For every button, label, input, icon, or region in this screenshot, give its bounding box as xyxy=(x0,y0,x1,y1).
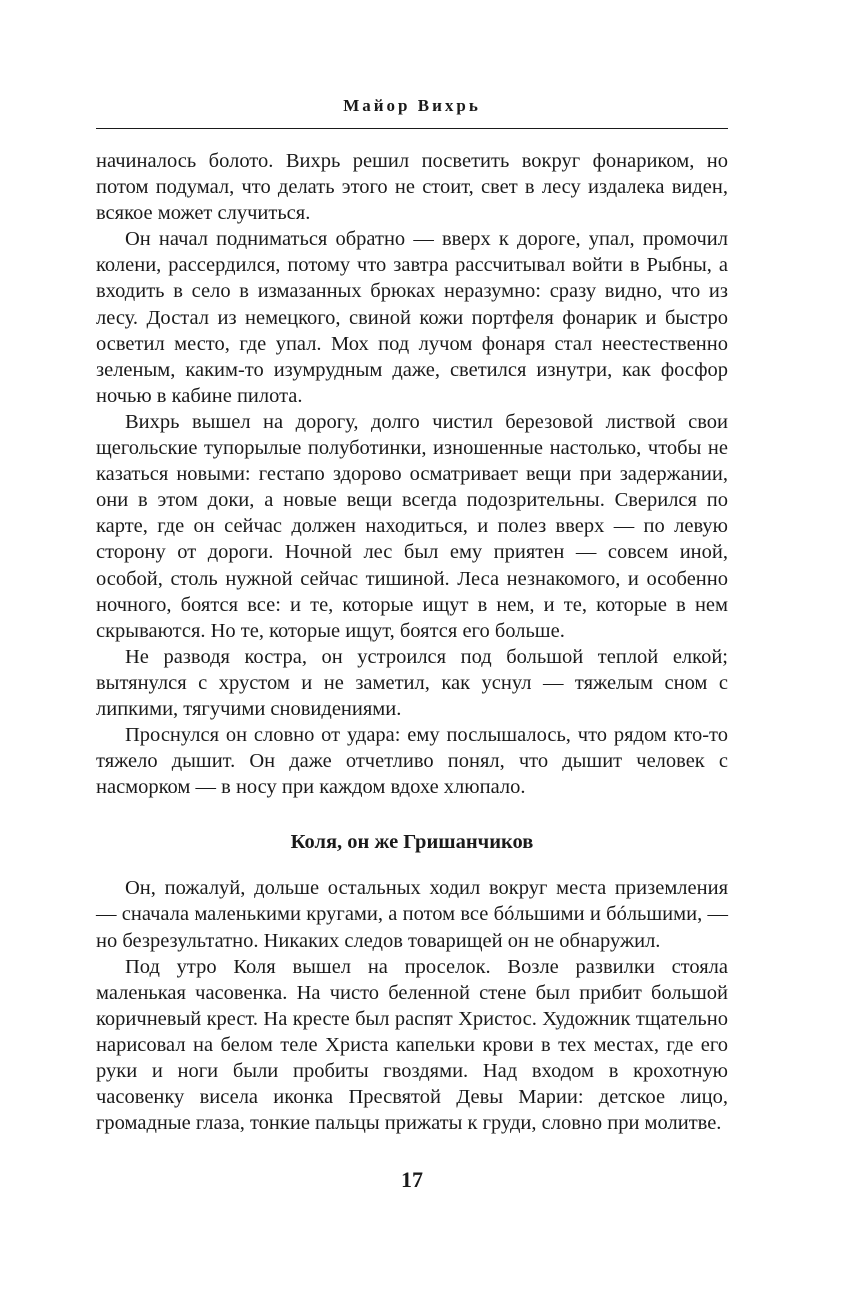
book-page xyxy=(96,0,728,1299)
paragraph: Под утро Коля вышел на проселок. Возле развилки стояла маленькая часовенка. На чисто беленной стене был прибит большой коричневый крест. На кресте был распят Христос. Художник тщательно нарисовал на белом теле Христа капельки крови в тех местах, где его руки и ноги были пробиты гвоздями. Над входом в крохотную часовенку висела иконка Пресвятой Девы Марии: детское лицо, громадные глаза, тонкие пальцы прижаты к груди, словно при молитве. xyxy=(96,955,728,1135)
header-rule xyxy=(96,128,728,129)
paragraph: Проснулся он словно от удара: ему послышалось, что рядом кто-то тяжело дышит. Он даже отчетливо понял, что дышит человек с насморком — в носу при каждом вдохе хлюпало. xyxy=(96,724,728,799)
body-text xyxy=(96,148,728,1136)
paragraph: Он начал подниматься обратно — вверх к дороге, упал, промочил колени, рассердился, потому что завтра рассчитывал войти в Рыбны, а входить в село в измазанных брюках неразумно: сразу видно, что из лесу. Достал из немецкого, свиной кожи портфеля фонарик и быстро осветил место, где упал. Мох под лучом фонаря стал неестественно зеленым, каким-то изумрудным даже, светился изнутри, как фосфор ночью в кабине пилота. xyxy=(96,228,728,407)
paragraph: Не разводя костра, он устроился под большой теплой елкой; вытянулся с хрустом и не заметил, как уснул — тяжелым сном с липкими, тягучими сновидениями. xyxy=(96,645,728,720)
paragraph: Он, пожалуй, дольше остальных ходил вокруг места приземления — сначала маленькими кругами, а потом все бóльшими и бóльшими, — но безрезультатно. Никаких следов товарищей он не обнаружил. xyxy=(96,877,728,952)
section-title: Коля, он же Гришанчиков xyxy=(290,831,534,854)
page-number: 17 xyxy=(401,1167,423,1192)
paragraph: Вихрь вышел на дорогу, долго чистил березовой листвой свои щегольские тупорылые полуботинки, изношенные настолько, чтобы не казаться новыми: гестапо здорово осматривает вещи при задержании, они в этом доки, а новые вещи всегда подозрительны. Сверился по карте, где он сейчас должен находиться, и полез вверх — по левую сторону от дороги. Ночной лес был ему приятен — совсем иной, особой, столь нужной сейчас тишиной. Леса незнакомого, и особенно ночного, боятся все: и те, которые ищут в нем, и те, которые в нем скрываются. Но те, которые ищут, боятся его больше. xyxy=(96,410,728,642)
paragraph: начиналось болото. Вихрь решил посветить вокруг фонариком, но потом подумал, что делать этого не стоит, свет в лесу издалека виден, всякое может случиться. xyxy=(96,150,728,225)
running-head: Майор Вихрь xyxy=(343,96,481,115)
